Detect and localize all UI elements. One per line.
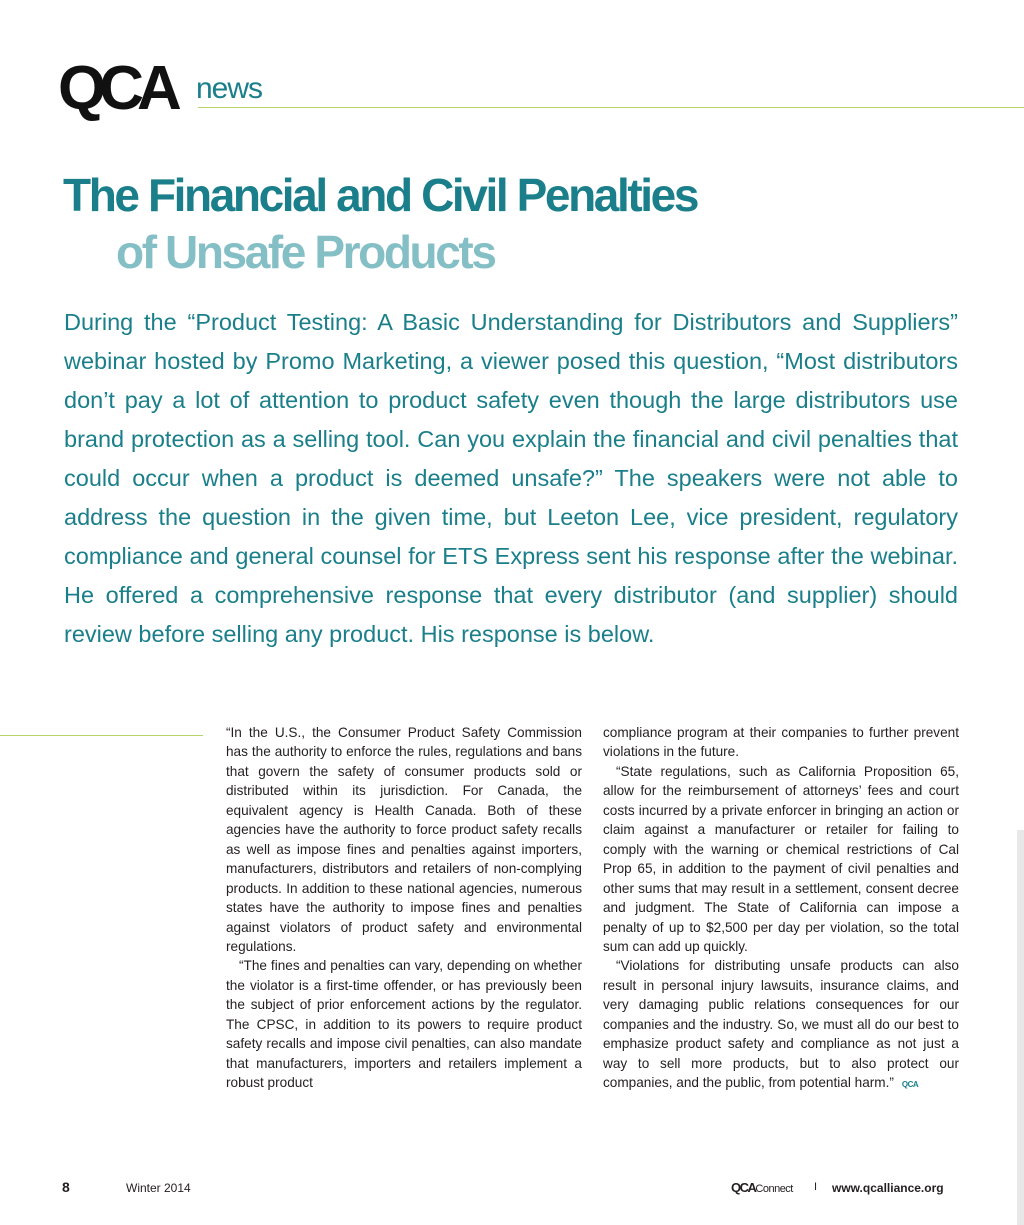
- footer-separator: I: [814, 1181, 818, 1193]
- body-column-left: [226, 723, 582, 1093]
- masthead-section-news: news: [196, 72, 263, 105]
- body-column-right: [603, 723, 959, 1095]
- page-footer: [0, 1179, 1024, 1199]
- footer-brand-qca: QCA: [731, 1180, 756, 1195]
- masthead-logo-qca: QCA: [58, 54, 175, 123]
- footer-brand: [731, 1180, 793, 1195]
- body-paragraph: “State regulations, such as California Proposition 65, allow for the reimbursement of attorneys’ fees and court costs incurred by a private enforcer in bringing an action or claim against a manufacturer or retailer for failing to comply with the warning or chemical restrictions of Cal Prop 65, in addition to the payment of civil penalties and other sums that may result in a settlement, consent decree and judgment. The State of California can impose a penalty of up to $2,500 per day per violation, so the total sum can add up quickly.: [603, 763, 959, 954]
- end-mark-logo: QCA: [901, 1080, 919, 1090]
- body-paragraph: compliance program at their companies to further prevent violations in the future.: [603, 725, 959, 760]
- body-paragraph-last: [603, 956, 959, 1094]
- footer-brand-connect: Connect: [755, 1183, 793, 1195]
- article-title-line-1: The Financial and Civil Penalties: [63, 169, 698, 221]
- body-paragraph: “The fines and penalties can vary, depending on whether the violator is a first-time offender, or has previously been the subject of prior enforcement actions by the regulator. The CPSC, in addition to its powers to require product safety recalls and impose civil penalties, can also mandate that manufacturers, importers and retailers implement a robust product: [226, 958, 582, 1091]
- header-rule: [198, 107, 1024, 108]
- page-number: 8: [62, 1179, 70, 1195]
- page-edge-strip: [1017, 830, 1024, 1225]
- issue-date: Winter 2014: [126, 1181, 191, 1195]
- footer-url: www.qcalliance.org: [832, 1181, 944, 1195]
- article-title-line-2: of Unsafe Products: [116, 226, 495, 278]
- article-intro: During the “Product Testing: A Basic Understanding for Distributors and Suppliers” webinar hosted by Promo Marketing, a viewer posed this question, “Most distributors don’t pay a lot of attention to product safety even though the large distributors use brand protection as a selling tool. Can you explain the financial and civil penalties that could occur when a product is deemed unsafe?” The speakers were not able to address the question in the given time, but Leeton Lee, vice president, regulatory compliance and general counsel for ETS Express sent his response after the webinar. He offered a comprehensive response that every distributor (and supplier) should review before selling any product. His response is below.: [64, 309, 958, 647]
- body-paragraph: “In the U.S., the Consumer Product Safety Commission has the authority to enforce the rules, regulations and bans that govern the safety of consumer products sold or distributed within its jurisdiction. For Canada, the equivalent agency is Health Canada. Both of these agencies have the authority to force product safety recalls as well as impose fines and penalties against importers, manufacturers, distributors and retailers of non-complying products. In addition to these national agencies, numerous states have the authority to impose fines and penalties against violators of product safety and environmental regulations.: [226, 725, 582, 954]
- body-rule: [0, 735, 203, 736]
- body-paragraph-text: “Violations for distributing unsafe products can also result in personal injury lawsuits, insurance claims, and very damaging public relations consequences for our companies and the industry. So, we must all do our best to emphasize product safety and compliance as not just a way to sell more products, but to also protect our companies, and the public, from potential harm.”: [603, 958, 959, 1091]
